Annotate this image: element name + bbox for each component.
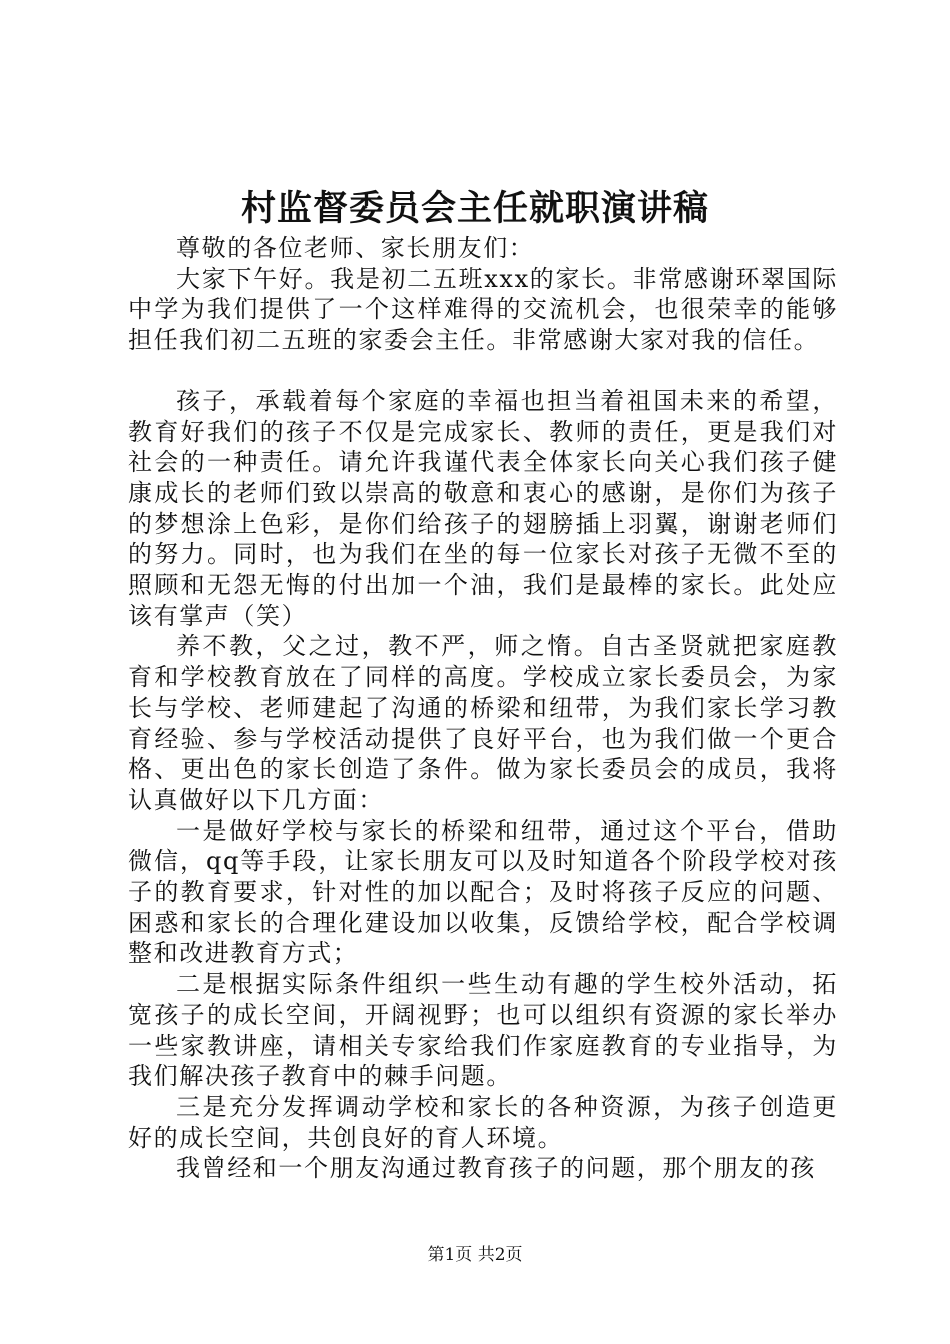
body-paragraph: 一是做好学校与家长的桥梁和纽带，通过这个平台，借助微信，qq等手段，让家长朋友可以及时知道各个阶段学校对孩子的教育要求，针对性的加以配合；及时将孩子反应的问题、困惑和家长的合理化建设加以收集，反馈给学校，配合学校调整和改进教育方式； (128, 816, 838, 968)
body-paragraph: 二是根据实际条件组织一些生动有趣的学生校外活动，拓宽孩子的成长空间，开阔视野；也可以组织有资源的家长举办一些家教讲座，请相关专家给我们作家庭教育的专业指导，为我们解决孩子教育中的棘手问题。 (128, 970, 838, 1091)
body-paragraph: 我曾经和一个朋友沟通过教育孩子的问题，那个朋友的孩 (176, 1154, 816, 1183)
body-paragraph: 大家下午好。我是初二五班xxx的家长。非常感谢环翠国际中学为我们提供了一个这样难得的交流机会，也很荣幸的能够担任我们初二五班的家委会主任。非常感谢大家对我的信任。 (128, 264, 838, 355)
body-paragraph: 孩子，承载着每个家庭的幸福也担当着祖国未来的希望，教育好我们的孩子不仅是完成家长、教师的责任，更是我们对社会的一种责任。请允许我谨代表全体家长向关心我们孩子健康成长的老师们致以崇高的敬意和衷心的感谢，是你们为孩子的梦想涂上色彩，是你们给孩子的翅膀插上羽翼，谢谢老师们的努力。同时，也为我们在坐的每一位家长对孩子无微不至的照顾和无怨无悔的付出加一个油，我们是最棒的家长。此处应该有掌声（笑） (128, 386, 838, 630)
document-body (128, 233, 838, 1184)
salutation-paragraph: 尊敬的各位老师、家长朋友们： (176, 234, 535, 262)
page-number-footer: 第1页 共2页 (427, 1245, 523, 1265)
document-title: 村监督委员会主任就职演讲稿 (240, 188, 709, 229)
body-paragraph: 养不教，父之过，教不严，师之惰。自古圣贤就把家庭教育和学校教育放在了同样的高度。学校成立家长委员会，为家长与学校、老师建起了沟通的桥梁和纽带，为我们家长学习教育经验、参与学校活动提供了良好平台，也为我们做一个更合格、更出色的家长创造了条件。做为家长委员会的成员，我将认真做好以下几方面： (128, 632, 838, 814)
body-paragraph: 三是充分发挥调动学校和家长的各种资源，为孩子创造更好的成长空间，共创良好的育人环境。 (128, 1092, 838, 1152)
